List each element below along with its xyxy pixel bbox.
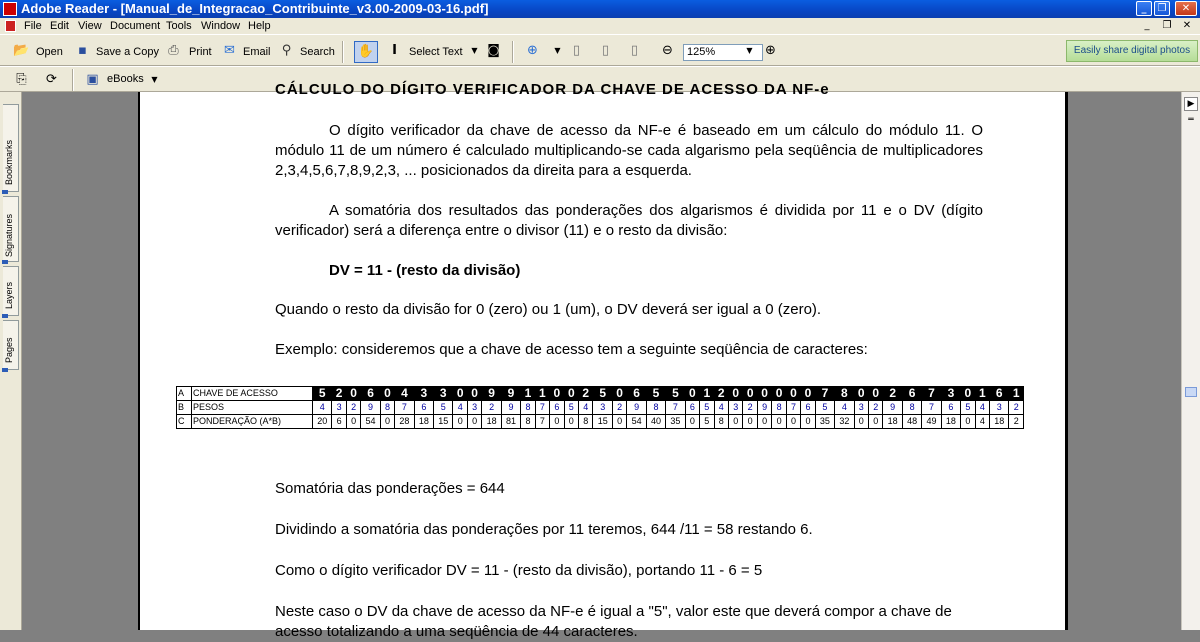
table-cell: 32 [835,415,854,429]
toolbar-separator [512,41,514,63]
table-cell: 3 [434,387,453,401]
row-letter: C [177,415,192,429]
row-label: CHAVE DE ACESSO [192,387,313,401]
floppy-disk-icon: ▪ [78,43,87,58]
table-cell: 18 [883,415,902,429]
menu-window[interactable]: Window [201,20,241,32]
table-cell: 8 [902,401,921,415]
table-row [177,415,1024,429]
paragraph-zero-rule: Quando o resto da divisão for 0 (zero) ou 1 (um), o DV deverá ser igual a 0 (zero). [275,301,822,318]
menu-tools[interactable]: Tools [166,20,192,32]
options-arrow-icon[interactable]: ▶ [1184,97,1198,111]
table-cell: 9 [501,387,520,401]
actual-size-page-icon[interactable]: ▯ [572,43,581,58]
select-text-dropdown-icon[interactable]: ▼ [471,46,478,55]
table-cell: 0 [801,387,815,401]
menu-file[interactable]: File [24,20,42,32]
table-cell: 1 [975,387,989,401]
table-cell: 20 [313,415,332,429]
title-bar [0,0,1200,18]
table-cell: 8 [772,401,786,415]
table-cell: 0 [854,415,868,429]
hand-tool-icon[interactable]: ✋ [354,41,378,63]
table-cell: 5 [666,387,685,401]
table-cell: 3 [414,387,433,401]
table-cell: 0 [453,415,467,429]
table-cell: 2 [1009,401,1024,415]
table-cell: 8 [521,415,535,429]
zoom-tool-dropdown-icon[interactable]: ▼ [554,46,561,55]
paragraph-intro: O dígito verificador da chave de acesso da NF-e é baseado em um cálculo do módulo 11. O módulo 11 de um número é calculado multiplicando-se cada algarismo pela seqüência de multiplicadores 2,3,4,5,6,7,8,9,2,3, ... posicionados da direita para a esquerda. [275,122,983,179]
table-cell: 5 [961,401,975,415]
table-cell: 2 [1009,415,1024,429]
paragraph-conclusion: Neste caso o DV da chave de acesso da NF-e é igual a "5", valor este que deverá compor a chave de acesso totalizando a uma seqüência de 44 caracteres. [275,603,952,640]
dv-formula: DV = 11 - (resto da divisão) [329,262,521,279]
table-row [177,387,1024,401]
table-cell: 54 [361,415,380,429]
table-cell: 0 [612,387,626,401]
table-cell: 3 [467,401,481,415]
table-cell: 8 [380,401,394,415]
row-letter: A [177,387,192,401]
table-cell: 1 [700,387,714,401]
fit-width-icon[interactable]: ▯ [630,43,639,58]
share-photos-banner[interactable]: Easily share digital photos [1066,40,1198,62]
table-cell: 0 [550,387,564,401]
table-cell: 0 [728,387,742,401]
main-toolbar [0,34,1200,66]
toolbar-separator [342,41,344,63]
printer-icon: ⎙ [168,43,179,58]
table-cell: 6 [990,387,1009,401]
table-cell: 6 [361,387,380,401]
table-cell: 18 [941,415,960,429]
open-button[interactable]: Open [36,46,63,58]
document-view[interactable] [22,81,1181,640]
table-cell: 0 [612,415,626,429]
select-text-icon: I [392,43,397,58]
snapshot-camera-icon[interactable]: ◙ [487,43,500,58]
paragraph-example: Exemplo: consideremos que a chave de acesso tem a seguinte seqüência de caracteres: [275,341,868,358]
table-cell: 5 [646,387,665,401]
table-cell: 48 [902,415,921,429]
table-cell: 2 [332,387,346,401]
menu-bar [0,18,1200,34]
table-cell: 6 [801,401,815,415]
scroll-thumb[interactable] [1185,387,1197,397]
table-cell: 8 [835,387,854,401]
table-cell: 0 [453,387,467,401]
table-cell: 3 [593,401,612,415]
table-cell: 7 [395,401,414,415]
table-cell: 7 [535,415,549,429]
table-cell: 81 [501,415,520,429]
tab-pages[interactable] [3,320,19,370]
ebooks-icon: ▣ [86,72,99,87]
table-cell: 3 [941,387,960,401]
table-cell: 3 [728,401,742,415]
section-heading-cut: CÁLCULO DO DÍGITO VERIFICADOR DA CHAVE DE ACESSO DA NF-e [275,81,830,98]
table-cell: 18 [414,415,433,429]
table-cell: 0 [564,415,578,429]
restore-button[interactable]: ❐ [1154,1,1170,16]
table-cell: 54 [627,415,646,429]
paragraph-sum: A somatória dos resultados das ponderações dos algarismos é dividida por 11 e o DV (dígito verificador) será a diferença entre o divisor (11) e o resto da divisão: [275,202,983,239]
table-cell: 0 [961,387,975,401]
table-cell: 0 [869,387,883,401]
table-cell: 7 [815,387,834,401]
table-cell: 6 [627,387,646,401]
table-cell: 8 [579,415,593,429]
table-cell: 4 [975,415,989,429]
table-cell: 0 [772,387,786,401]
table-cell: 6 [685,401,699,415]
table-cell: 9 [482,387,501,401]
table-cell: 9 [501,401,520,415]
table-cell: 3 [332,401,346,415]
table-cell: 9 [883,401,902,415]
ebooks-button[interactable]: eBooks [107,73,144,85]
pdf-page [138,81,1068,640]
pdf-document-icon [5,20,16,32]
table-cell: 15 [434,415,453,429]
table-cell: 7 [666,401,685,415]
tab-signatures-label: Signatures [4,213,14,257]
table-cell: 1 [535,387,549,401]
table-cell: 4 [579,401,593,415]
table-cell: 40 [646,415,665,429]
doc-minimize-button[interactable]: _ [1144,20,1150,31]
zoom-level-field[interactable]: 125% [683,44,763,61]
table-cell: 7 [922,387,941,401]
table-cell: 6 [902,387,921,401]
table-cell: 0 [564,387,578,401]
table-cell: 4 [714,401,728,415]
table-cell: 0 [685,387,699,401]
table-cell: 18 [990,415,1009,429]
table-cell: 2 [346,401,360,415]
table-cell: 2 [482,401,501,415]
table-cell: 28 [395,415,414,429]
table-cell: 6 [332,415,346,429]
table-cell: 8 [521,401,535,415]
print-button[interactable]: Print [189,46,212,58]
table-cell: 8 [646,401,665,415]
tab-bookmarks-label: Bookmarks [4,139,14,185]
table-cell: 6 [550,401,564,415]
rotate-view-icon[interactable]: ⟳ [46,72,57,87]
table-row [177,401,1024,415]
binoculars-icon: ⚲ [281,43,292,58]
table-cell: 2 [714,387,728,401]
table-cell: 49 [922,415,941,429]
save-copy-button[interactable]: Save a Copy [96,46,159,58]
table-cell: 6 [414,401,433,415]
tab-pages-label: Pages [4,337,14,363]
table-cell: 1 [1009,387,1024,401]
minimize-button[interactable]: _ [1136,1,1152,16]
table-cell: 5 [700,401,714,415]
table-cell: 9 [627,401,646,415]
table-cell: 5 [313,387,332,401]
table-cell: 0 [757,387,771,401]
table-cell: 9 [757,401,771,415]
email-button[interactable]: Email [243,46,271,58]
zoom-out-icon[interactable]: ⊖ [662,43,673,58]
email-icon: ✉ [224,43,235,58]
table-cell: 0 [743,387,757,401]
page-layout-icon[interactable]: ⎘ [16,72,27,87]
table-cell: 2 [579,387,593,401]
fit-page-icon[interactable]: ▯ [601,43,610,58]
table-cell: 0 [743,415,757,429]
table-cell: 0 [467,387,481,401]
row-letter: B [177,401,192,415]
table-cell: 15 [593,415,612,429]
tab-bookmarks[interactable] [3,104,19,192]
zoom-dropdown-icon[interactable]: ▼ [746,46,753,55]
ebooks-dropdown-icon[interactable]: ▼ [151,75,158,84]
zoom-in-magnifier-icon[interactable]: ⊕ [527,43,538,58]
table-cell: 7 [922,401,941,415]
menu-document[interactable]: Document [110,20,161,32]
table-cell: 7 [786,401,800,415]
menu-edit[interactable]: Edit [50,20,69,32]
table-cell: 5 [434,401,453,415]
table-cell: 0 [550,415,564,429]
table-cell: 8 [714,415,728,429]
window-title: Adobe Reader - [Manual_de_Integracao_Contribuinte_v3.00-2009-03-16.pdf] [21,1,489,16]
table-cell: 0 [346,387,360,401]
vertical-scrollbar[interactable] [1181,92,1200,630]
table-cell: 4 [453,401,467,415]
search-button[interactable]: Search [300,46,335,58]
zoom-in-icon[interactable]: ⊕ [765,43,776,58]
table-cell: 0 [346,415,360,429]
table-cell: 2 [743,401,757,415]
tab-layers[interactable] [3,266,19,316]
table-cell: 0 [961,415,975,429]
row-label: PESOS [192,401,313,415]
table-cell: 0 [786,387,800,401]
table-cell: 0 [728,415,742,429]
toolbar-separator [72,69,74,91]
table-cell: 4 [313,401,332,415]
table-cell: 0 [380,415,394,429]
table-cell: 0 [772,415,786,429]
table-cell: 35 [666,415,685,429]
table-cell: 5 [564,401,578,415]
table-cell: 0 [467,415,481,429]
table-cell: 3 [990,401,1009,415]
doc-restore-button[interactable]: ❐ [1162,20,1172,31]
table-cell: 7 [535,401,549,415]
table-cell: 5 [700,415,714,429]
table-cell: 0 [854,387,868,401]
tab-signatures[interactable] [3,196,19,262]
table-cell: 9 [361,401,380,415]
select-text-button[interactable]: Select Text [409,46,463,58]
split-handle-icon[interactable]: ═ [1188,115,1194,125]
table-cell: 4 [975,401,989,415]
navigation-panel [0,92,22,630]
table-cell: 5 [593,387,612,401]
dv-calculation-table [176,386,1024,429]
table-cell: 0 [786,415,800,429]
menu-help[interactable]: Help [248,20,271,32]
table-cell: 2 [883,387,902,401]
paragraph-sum-result: Somatória das ponderações = 644 [275,480,505,497]
adobe-reader-icon [3,2,17,16]
table-cell: 1 [521,387,535,401]
table-cell: 0 [801,415,815,429]
table-cell: 2 [869,401,883,415]
row-label: PONDERAÇÃO (A*B) [192,415,313,429]
paragraph-dv-result: Como o dígito verificador DV = 11 - (resto da divisão), portando 11 - 6 = 5 [275,562,763,579]
close-button[interactable]: ✕ [1175,1,1197,16]
doc-close-button[interactable]: ✕ [1182,20,1192,31]
table-cell: 6 [941,401,960,415]
menu-view[interactable]: View [78,20,102,32]
paragraph-division: Dividindo a somatória das ponderações por 11 teremos, 644 /11 = 58 restando 6. [275,521,813,538]
table-cell: 4 [835,401,854,415]
table-cell: 0 [757,415,771,429]
open-folder-icon: 📂 [13,43,30,58]
table-cell: 0 [869,415,883,429]
tab-layers-label: Layers [4,281,14,309]
table-cell: 35 [815,415,834,429]
table-cell: 0 [685,415,699,429]
table-cell: 18 [482,415,501,429]
table-cell: 2 [612,401,626,415]
table-cell: 5 [815,401,834,415]
table-cell: 0 [380,387,394,401]
table-cell: 4 [395,387,414,401]
table-cell: 3 [854,401,868,415]
